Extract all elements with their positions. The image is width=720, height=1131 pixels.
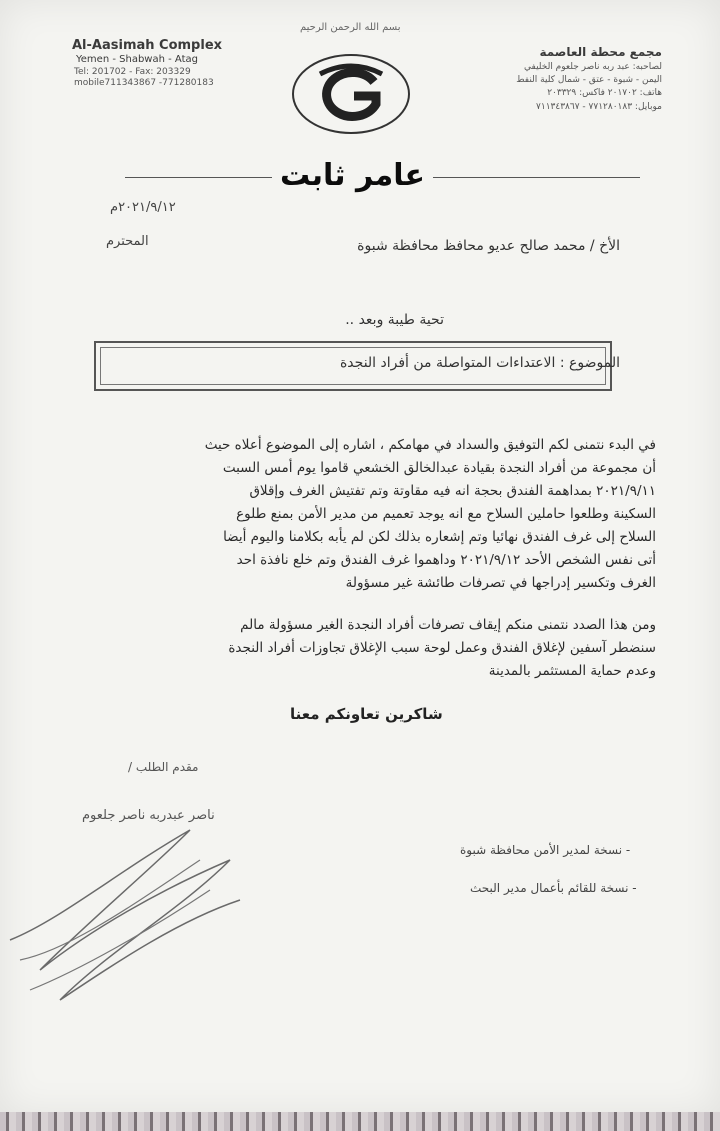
company-name-en: Al-Aasimah Complex	[72, 38, 223, 53]
mobile-en: mobile711343867 -771280183	[74, 78, 214, 88]
body-line: الغرف وتكسير إدراجها في تصرفات طائشة غير مسؤولة	[345, 575, 656, 591]
letter-date: ٢٠٢١/٩/١٢م	[110, 200, 176, 215]
body-line: أن مجموعة من أفراد النجدة بقيادة عبدالخالق الخشعي قاموا يوم أمس السبت	[222, 460, 656, 476]
tel-fax-en: Tel: 201702 - Fax: 203329	[74, 66, 191, 77]
handwritten-signature	[0, 800, 260, 1030]
mobile-ar: موبايل: ٧٧١٢٨٠١٨٣ - ٧١١٣٤٣٨٦٧	[536, 101, 662, 112]
copy-recipient-1: - نسخة لمدير الأمن محافظة شبوة	[460, 843, 631, 857]
greeting: تحية طيبة وبعد ..	[345, 312, 444, 328]
fabric-edge	[0, 1112, 720, 1131]
body-line: أتى نفس الشخص الأحد ٢٠٢١/٩/١٢ وداهموا غرف الفندق وتم خلع نافذة احد	[236, 552, 656, 568]
body-line: وعدم حماية المستثمر بالمدينة	[488, 663, 656, 679]
body-line: في البدء نتمنى لكم التوفيق والسداد في مهامكم ، اشاره إلى الموضوع أعلاه حيث	[204, 437, 656, 453]
address-ar: اليمن - شبوة - عتق - شمال كلية النفط	[516, 75, 662, 86]
body-paragraph-2	[66, 614, 656, 683]
applicant-label: مقدم الطلب /	[128, 760, 199, 774]
closing-thanks: شاكرين تعاونكم معنا	[290, 705, 443, 723]
letterhead-arabic	[516, 44, 662, 114]
body-line: ٢٠٢١/٩/١١ بمداهمة الفندق بحجة انه فيه مقاوتة وتم تفتيش الغرف وإقلاق	[249, 483, 656, 499]
addressee: الأخ / محمد صالح عديو محافظ محافظة شبوة	[357, 238, 620, 254]
phone-ar: هاتف: ٢٠١٧٠٢ فاكس: ٢٠٣٣٢٩	[547, 88, 662, 99]
body-line: سنضطر آسفين لإغلاق الفندق وعمل لوحة سبب الإغلاق تجاوزات أفراد النجدة	[228, 640, 656, 656]
company-name-ar: مجمع محطة العاصمة	[539, 45, 662, 59]
signer-name: ناصر عبدربه ناصر جلعوم	[82, 808, 215, 823]
letterhead-english	[72, 38, 222, 89]
copy-recipient-2: - نسخة للقائم بأعمال مدير البحث	[470, 881, 637, 895]
basmala: بسم الله الرحمن الرحيم	[300, 22, 401, 33]
body-line: السكينة وطلعوا حاملين السلاح مع انه يوجد تعميم من مدير الأمن بمنع طلوع	[236, 506, 656, 522]
overlay-name: عامر ثابت	[272, 158, 433, 193]
location-en: Yemen - Shabwah - Atag	[76, 54, 198, 66]
subject-line: الموضوع : الاعتداءات المتواصلة من أفراد النجدة	[339, 355, 620, 371]
owner-ar: لصاحبه: عبد ربه ناصر جلعوم الخليفي	[524, 62, 662, 73]
body-line: السلاح إلى غرف الفندق نهائيا وتم إشعاره بذلك لكن لم يأبه بكلامنا واليوم أيضا	[223, 529, 656, 545]
body-line: ومن هذا الصدد نتمنى منكم إيقاف تصرفات أفراد النجدة الغير مسؤولة مالم	[240, 617, 656, 633]
honorific: المحترم	[106, 234, 149, 249]
body-paragraph-1	[66, 434, 656, 595]
company-logo	[290, 52, 412, 136]
